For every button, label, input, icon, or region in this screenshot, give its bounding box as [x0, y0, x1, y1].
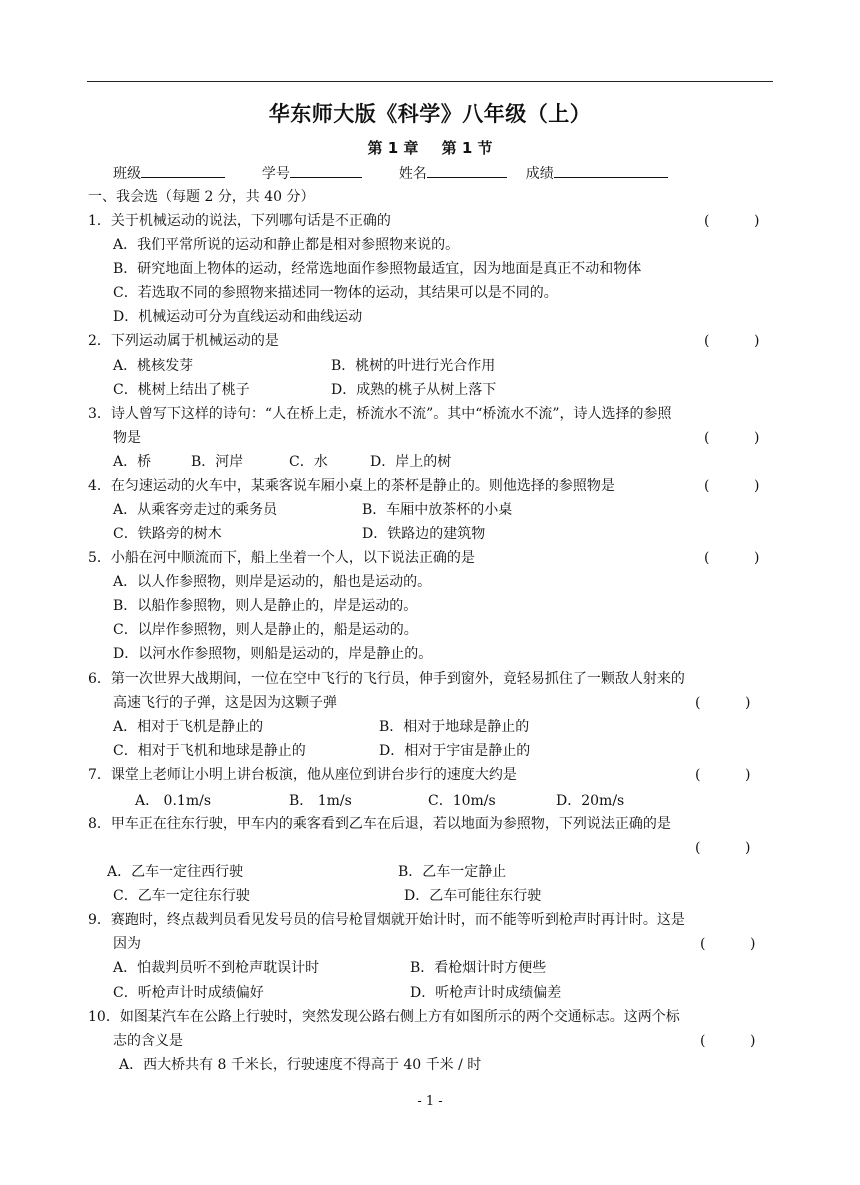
option: B．桃树的叶进行光合作用 [331, 358, 496, 374]
option: D．听枪声计时成绩偏差 [410, 985, 562, 1001]
option: A．乙车一定往西行驶 [107, 864, 244, 880]
answer-blank: ( ) [704, 430, 760, 446]
option: B．以船作参照物，则人是静止的，岸是运动的。 [113, 598, 418, 614]
option: A．从乘客旁走过的乘务员 [113, 502, 278, 518]
option: C．听枪声计时成绩偏好 [113, 985, 264, 1001]
score-blank [554, 163, 668, 178]
chapter-heading [0, 137, 860, 158]
answer-blank: ( ) [704, 550, 760, 566]
question-stem-cont: 高速飞行的子弹，这是因为这颗子弹 [113, 695, 337, 711]
id-label: 学号 [261, 166, 290, 182]
page-number: - 1 - [417, 1094, 443, 1109]
question-stem: 9．赛跑时，终点裁判员看见发号员的信号枪冒烟就开始计时，而不能等听到枪声时再计时。这是 [88, 912, 685, 928]
option: C．以岸作参照物，则人是静止的，船是运动的。 [113, 622, 418, 638]
option: C．相对于飞机和地球是静止的 [113, 743, 306, 759]
question-stem: 7．课堂上老师让小明上讲台板演，他从座位到讲台步行的速度大约是 [88, 767, 517, 783]
option: A．怕裁判员听不到枪声耽误计时 [113, 960, 320, 976]
answer-blank: ( ) [704, 213, 760, 229]
option: B． 1m/s [289, 793, 352, 809]
class-label: 班级 [113, 166, 141, 182]
student-info-row [113, 163, 668, 184]
question-stem: 8．甲车正在往东行驶，甲车内的乘客看到乙车在后退，若以地面为参照物，下列说法正确的是 [88, 816, 671, 832]
chapter-label: 第 1 章 [367, 139, 419, 157]
option: B．看枪烟计时方便些 [410, 960, 547, 976]
question-stem-cont: 志的含义是 [113, 1033, 183, 1049]
question-stem-cont: 因为 [113, 936, 141, 952]
question-stem: 10．如图某汽车在公路上行驶时，突然发现公路右侧上方有如图所示的两个交通标志。这两个标 [88, 1009, 680, 1025]
section-label: 第 1 节 [441, 139, 493, 157]
option: A．以人作参照物，则岸是运动的，船也是运动的。 [113, 574, 432, 590]
answer-blank: ( ) [695, 695, 751, 711]
id-blank [290, 163, 362, 178]
question-stem: 2．下列运动属于机械运动的是 [88, 333, 279, 349]
option: A．桃核发芽 [113, 358, 194, 374]
option: A．我们平常所说的运动和静止都是相对参照物来说的。 [113, 237, 460, 253]
option: A．西大桥共有 8 千米长，行驶速度不得高于 40 千米 / 时 [119, 1057, 482, 1073]
option: B．车厢中放茶杯的小桌 [362, 502, 513, 518]
name-blank [427, 163, 507, 178]
question-stem: 6．第一次世界大战期间，一位在空中飞行的飞行员，伸手到窗外，竟轻易抓住了一颗敌人射来的 [88, 671, 685, 687]
option: A．相对于飞机是静止的 [113, 719, 264, 735]
question-stem-cont: 物是 [113, 430, 141, 446]
option: C．水 [289, 454, 328, 470]
answer-blank: ( ) [695, 840, 751, 856]
option: B．乙车一定静止 [398, 864, 507, 880]
option: A．桥 [113, 454, 152, 470]
section-title: 一、我会选（每题 2 分，共 40 分） [88, 189, 315, 205]
option: C．乙车一定往东行驶 [113, 888, 250, 904]
option: B．相对于地球是静止的 [379, 719, 530, 735]
header-rule [87, 81, 773, 82]
name-label: 姓名 [398, 166, 427, 182]
option: D．机械运动可分为直线运动和曲线运动 [113, 309, 363, 325]
option: C．桃树上结出了桃子 [113, 382, 250, 398]
option: D．乙车可能往东行驶 [404, 888, 542, 904]
option: D．相对于宇宙是静止的 [379, 743, 531, 759]
option: A． 0.1m/s [135, 793, 212, 809]
option: D．岸上的树 [370, 454, 452, 470]
answer-blank: ( ) [704, 478, 760, 494]
answer-blank: ( ) [695, 767, 751, 783]
question-stem: 4．在匀速运动的火车中，某乘客说车厢小桌上的茶杯是静止的。则他选择的参照物是 [88, 478, 615, 494]
class-blank [141, 163, 225, 178]
option: C．10m/s [428, 793, 496, 809]
option: C．铁路旁的树木 [113, 526, 222, 542]
question-stem: 5．小船在河中顺流而下，船上坐着一个人，以下说法正确的是 [88, 550, 475, 566]
option: D．20m/s [556, 793, 625, 809]
page-title: 华东师大版《科学》八年级（上） [268, 102, 592, 126]
option: C．若选取不同的参照物来描述同一物体的运动，其结果可以是不同的。 [113, 285, 558, 301]
option: D．铁路边的建筑物 [362, 526, 486, 542]
question-stem: 3．诗人曾写下这样的诗句：“人在桥上走，桥流水不流”。其中“桥流水不流”，诗人选择的参照 [88, 406, 672, 422]
option: D．成熟的桃子从树上落下 [331, 382, 497, 398]
answer-blank: ( ) [704, 333, 760, 349]
option: D．以河水作参照物，则船是运动的，岸是静止的。 [113, 646, 433, 662]
answer-blank: ( ) [700, 936, 756, 952]
score-label: 成绩 [525, 166, 554, 182]
answer-blank: ( ) [700, 1033, 756, 1049]
option: B．河岸 [191, 454, 244, 470]
option: B．研究地面上物体的运动，经常选地面作参照物最适宜，因为地面是真正不动和物体 [113, 261, 642, 277]
question-stem: 1．关于机械运动的说法，下列哪句话是不正确的 [88, 213, 391, 229]
